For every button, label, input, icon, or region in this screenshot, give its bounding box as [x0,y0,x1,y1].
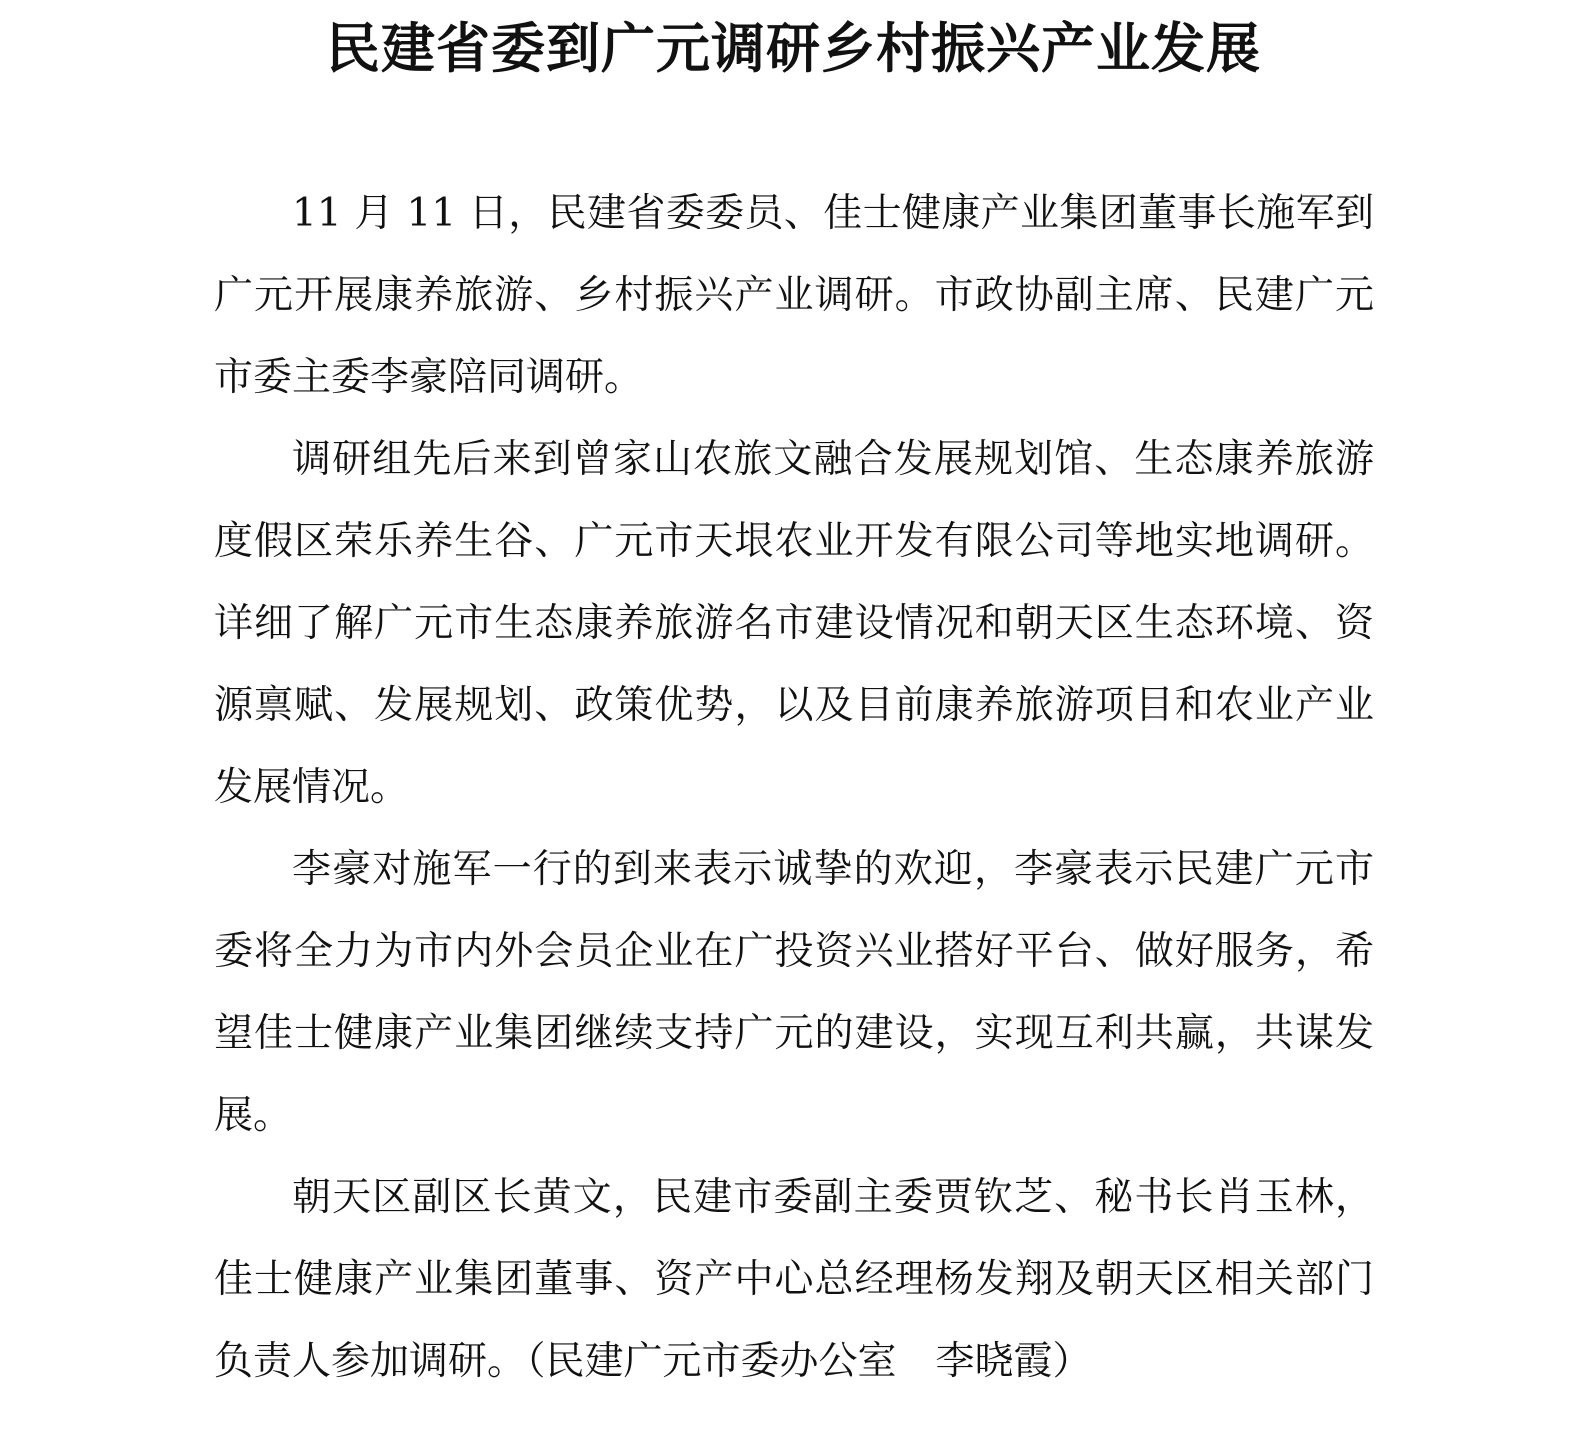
paragraph-3: 李豪对施军一行的到来表示诚挚的欢迎，李豪表示民建广元市委将全力为市内外会员企业在广投资兴业搭好平台、做好服务，希望佳士健康产业集团继续支持广元的建设，实现互利共赢，共谋发展。 [214,847,1374,1138]
paragraph-2: 调研组先后来到曾家山农旅文融合发展规划馆、生态康养旅游度假区荣乐养生谷、广元市天垠农业开发有限公司等地实地调研。详细了解广元市生态康养旅游名市建设情况和朝天区生态环境、资源禀赋、发展规划、政策优势，以及目前康养旅游项目和农业产业发展情况。 [214,437,1374,810]
article-title: 民建省委到广元调研乡村振兴产业发展 [326,16,1261,80]
paragraph-1: 11 月 11 日，民建省委委员、佳士健康产业集团董事长施军到广元开展康养旅游、乡村振兴产业调研。市政协副主席、民建广元市委主委李豪陪同调研。 [214,191,1374,400]
article-body [214,173,1374,1403]
paragraph-4: 朝天区副区长黄文，民建市委副主委贾钦芝、秘书长肖玉林，佳士健康产业集团董事、资产中心总经理杨发翔及朝天区相关部门负责人参加调研。（民建广元市委办公室 李晓霞） [214,1175,1374,1384]
